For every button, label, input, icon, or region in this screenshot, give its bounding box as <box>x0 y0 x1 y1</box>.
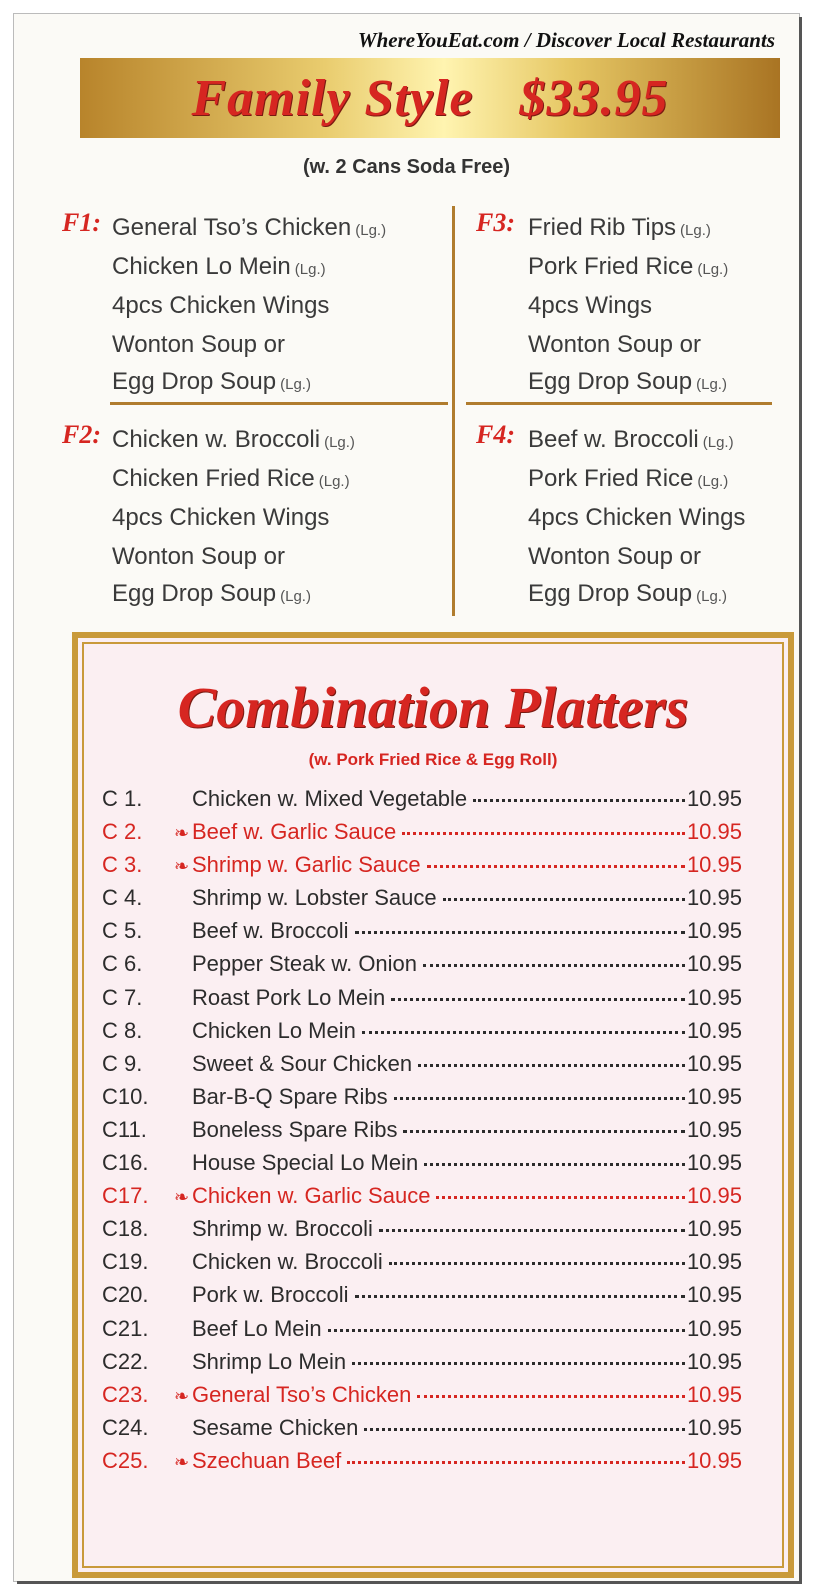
combo-line-text: General Tso’s Chicken <box>112 214 352 241</box>
size-label: (Lg.) <box>680 222 711 239</box>
menu-item-row <box>102 852 742 885</box>
dot-leader <box>443 898 685 901</box>
menu-item-row <box>102 1382 742 1415</box>
item-price: 10.95 <box>686 1116 742 1142</box>
combo-line <box>112 288 386 327</box>
dot-leader <box>391 998 685 1001</box>
menu-item-row <box>102 1316 742 1349</box>
combo-line-text: Pork Fried Rice <box>528 465 694 492</box>
menu-item-row <box>102 786 742 819</box>
family-style-banner <box>80 58 780 138</box>
combo-line-text: Egg Drop Soup <box>528 368 693 395</box>
combo-line <box>528 249 728 288</box>
combo-line <box>112 461 355 500</box>
combo-line <box>112 578 355 613</box>
item-price: 10.95 <box>686 819 742 845</box>
item-code: C 3. <box>102 852 143 878</box>
item-name: Bar-B-Q Spare Ribs <box>192 1083 388 1109</box>
dot-leader <box>355 1295 685 1298</box>
combo-line-text: 4pcs Chicken Wings <box>528 504 746 531</box>
divider-vertical <box>452 206 455 616</box>
dot-leader <box>352 1362 685 1365</box>
item-name: Chicken Lo Mein <box>192 1017 356 1043</box>
family-style-title: Family Style <box>191 69 474 127</box>
dot-leader <box>473 799 685 802</box>
size-label: (Lg.) <box>702 434 734 451</box>
item-name: Beef Lo Mein <box>192 1315 322 1341</box>
item-name: Sesame Chicken <box>192 1414 359 1440</box>
combo-code: F1: <box>62 208 101 237</box>
combo-line <box>528 366 728 401</box>
hot-pepper-icon: ❧ <box>174 823 190 844</box>
item-price: 10.95 <box>686 1017 742 1043</box>
item-code: C25. <box>102 1447 149 1473</box>
menu-item-row <box>102 1249 742 1282</box>
combo-line-text: Wonton Soup or <box>112 331 286 358</box>
item-price: 10.95 <box>686 1183 742 1209</box>
combo-line-text: Beef w. Broccoli <box>528 426 699 453</box>
size-label: (Lg.) <box>280 376 311 393</box>
combo-line <box>528 422 749 461</box>
item-price: 10.95 <box>686 1216 742 1242</box>
combination-platters-panel <box>72 632 794 1578</box>
combo-line-text: Fried Rib Tips <box>528 214 677 241</box>
site-header[interactable]: WhereYouEat.com / Discover Local Restaurants <box>357 28 775 52</box>
combo-line-text: Chicken Fried Rice <box>112 465 315 492</box>
size-label: (Lg.) <box>697 261 729 278</box>
item-code: C11. <box>102 1116 147 1142</box>
size-label: (Lg.) <box>318 473 350 490</box>
size-label: (Lg.) <box>280 588 311 605</box>
combo-line <box>528 210 728 249</box>
combo-line-text: 4pcs Wings <box>528 292 653 319</box>
menu-page <box>14 14 799 1581</box>
family-style-grid <box>14 194 799 614</box>
item-code: C16. <box>102 1150 149 1176</box>
item-code: C23. <box>102 1381 149 1407</box>
combo-line <box>112 500 355 539</box>
item-name: Roast Pork Lo Mein <box>192 984 386 1010</box>
size-label: (Lg.) <box>696 376 727 393</box>
menu-item-row <box>102 951 742 984</box>
dot-leader <box>364 1428 685 1431</box>
size-label: (Lg.) <box>696 588 727 605</box>
combo-line-text: Egg Drop Soup <box>528 580 693 607</box>
item-code: C 8. <box>102 1017 143 1043</box>
combo-code: F2: <box>62 420 101 449</box>
combination-platters-title: Combination Platters <box>177 675 689 740</box>
combo-line <box>112 539 355 578</box>
dot-leader <box>424 1163 685 1166</box>
item-price: 10.95 <box>686 1414 742 1440</box>
combo-line <box>112 249 386 288</box>
item-name: Chicken w. Garlic Sauce <box>192 1183 431 1209</box>
item-code: C24. <box>102 1414 149 1440</box>
menu-item-row <box>102 1084 742 1117</box>
combo-line-text: Wonton Soup or <box>112 543 286 570</box>
menu-item-row <box>102 1415 742 1448</box>
item-code: C 2. <box>102 819 143 845</box>
item-code: C 1. <box>102 786 143 811</box>
divider-horizontal-right <box>466 402 772 405</box>
item-name: Beef w. Garlic Sauce <box>192 819 397 845</box>
combo-line-text: Pork Fried Rice <box>528 253 694 280</box>
combo-line <box>528 288 728 327</box>
combo-items <box>528 210 728 401</box>
item-name: General Tso’s Chicken <box>192 1381 412 1407</box>
combination-platters-subtitle: (w. Pork Fried Rice & Egg Roll) <box>308 750 558 769</box>
item-code: C19. <box>102 1249 149 1275</box>
item-price: 10.95 <box>686 1050 742 1076</box>
dot-leader <box>379 1229 685 1232</box>
dot-leader <box>403 1130 684 1133</box>
item-name: Pork w. Broccoli <box>192 1282 349 1308</box>
item-code: C 4. <box>102 885 143 911</box>
item-price: 10.95 <box>686 951 742 977</box>
menu-item-row <box>102 1216 742 1249</box>
family-style-price: $33.95 <box>519 69 669 127</box>
menu-item-row <box>102 1349 742 1382</box>
item-price: 10.95 <box>686 1447 742 1473</box>
combo-items <box>112 422 355 613</box>
item-code: C17. <box>102 1183 149 1209</box>
dot-leader <box>423 964 685 967</box>
item-code: C 6. <box>102 951 143 977</box>
combo-line-text: Chicken Lo Mein <box>112 253 291 280</box>
combo-line <box>112 366 386 401</box>
combo-line-text: Wonton Soup or <box>528 331 702 358</box>
item-code: C22. <box>102 1348 149 1374</box>
dot-leader <box>355 931 685 934</box>
item-name: Boneless Spare Ribs <box>192 1116 398 1142</box>
item-price: 10.95 <box>686 885 742 911</box>
menu-item-row <box>102 1051 742 1084</box>
combo-line-text: Egg Drop Soup <box>112 368 277 395</box>
combo-line-text: 4pcs Chicken Wings <box>112 292 330 319</box>
combo-line <box>112 210 386 249</box>
dot-leader <box>417 1395 685 1398</box>
combination-items-list <box>102 786 742 1481</box>
item-code: C18. <box>102 1216 149 1242</box>
combo-line-text: 4pcs Chicken Wings <box>112 504 330 531</box>
dot-leader <box>418 1064 685 1067</box>
combo-line <box>112 327 386 366</box>
combo-line <box>528 327 728 366</box>
menu-item-row <box>102 1183 742 1216</box>
menu-item-row <box>102 1150 742 1183</box>
item-price: 10.95 <box>686 918 742 944</box>
divider-horizontal-left <box>110 402 448 405</box>
combo-line-text: Wonton Soup or <box>528 543 702 570</box>
item-price: 10.95 <box>686 1083 742 1109</box>
combo-code: F3: <box>476 208 515 237</box>
item-name: Chicken w. Broccoli <box>192 1249 383 1275</box>
menu-item-row <box>102 819 742 852</box>
item-price: 10.95 <box>686 1249 742 1275</box>
hot-pepper-icon: ❧ <box>174 856 190 877</box>
combo-line-text: Egg Drop Soup <box>112 580 277 607</box>
combo-items <box>112 210 386 401</box>
dot-leader <box>328 1329 685 1332</box>
item-price: 10.95 <box>686 1150 742 1176</box>
item-name: Szechuan Beef <box>192 1447 342 1473</box>
hot-pepper-icon: ❧ <box>174 1187 190 1208</box>
item-code: C 7. <box>102 984 143 1010</box>
menu-item-row <box>102 985 742 1018</box>
item-name: Sweet & Sour Chicken <box>192 1050 413 1076</box>
combo-line <box>112 422 355 461</box>
item-name: Shrimp w. Garlic Sauce <box>192 852 421 878</box>
dot-leader <box>389 1262 685 1265</box>
item-code: C 9. <box>102 1050 143 1076</box>
hot-pepper-icon: ❧ <box>174 1451 190 1472</box>
dot-leader <box>427 865 685 868</box>
dot-leader <box>436 1196 685 1199</box>
menu-item-row <box>102 885 742 918</box>
menu-item-row <box>102 1117 742 1150</box>
dot-leader <box>347 1461 685 1464</box>
size-label: (Lg.) <box>355 222 387 239</box>
combo-line-text: Chicken w. Broccoli <box>112 426 321 453</box>
menu-item-row <box>102 1448 742 1481</box>
size-label: (Lg.) <box>324 434 355 451</box>
hot-pepper-icon: ❧ <box>174 1385 190 1406</box>
item-price: 10.95 <box>686 1315 742 1341</box>
dot-leader <box>362 1031 685 1034</box>
dot-leader <box>394 1097 685 1100</box>
combo-line <box>528 539 749 578</box>
size-label: (Lg.) <box>697 473 729 490</box>
combo-line <box>528 500 749 539</box>
item-name: House Special Lo Mein <box>192 1150 419 1176</box>
item-name: Shrimp w. Lobster Sauce <box>192 885 437 911</box>
menu-item-row <box>102 1282 742 1315</box>
family-style-subtitle: (w. 2 Cans Soda Free) <box>302 156 511 178</box>
item-code: C 5. <box>102 918 143 944</box>
menu-item-row <box>102 1018 742 1051</box>
item-price: 10.95 <box>686 1381 742 1407</box>
menu-item-row <box>102 918 742 951</box>
item-code: C21. <box>102 1315 149 1341</box>
item-name: Beef w. Broccoli <box>192 918 349 944</box>
combo-line <box>528 578 749 613</box>
dot-leader <box>402 832 685 835</box>
item-price: 10.95 <box>686 1282 742 1308</box>
item-price: 10.95 <box>686 984 742 1010</box>
item-name: Shrimp Lo Mein <box>192 1348 347 1374</box>
item-code: C20. <box>102 1282 149 1308</box>
item-price: 10.95 <box>686 1348 742 1374</box>
item-code: C10. <box>102 1083 149 1109</box>
combo-line <box>528 461 749 500</box>
item-name: Pepper Steak w. Onion <box>192 951 418 977</box>
combo-code: F4: <box>476 420 515 449</box>
combo-items <box>528 422 749 613</box>
item-price: 10.95 <box>686 852 742 878</box>
size-label: (Lg.) <box>294 261 326 278</box>
item-price: 10.95 <box>686 786 742 811</box>
item-name: Shrimp w. Broccoli <box>192 1216 373 1242</box>
item-name: Chicken w. Mixed Vegetable <box>192 786 468 811</box>
